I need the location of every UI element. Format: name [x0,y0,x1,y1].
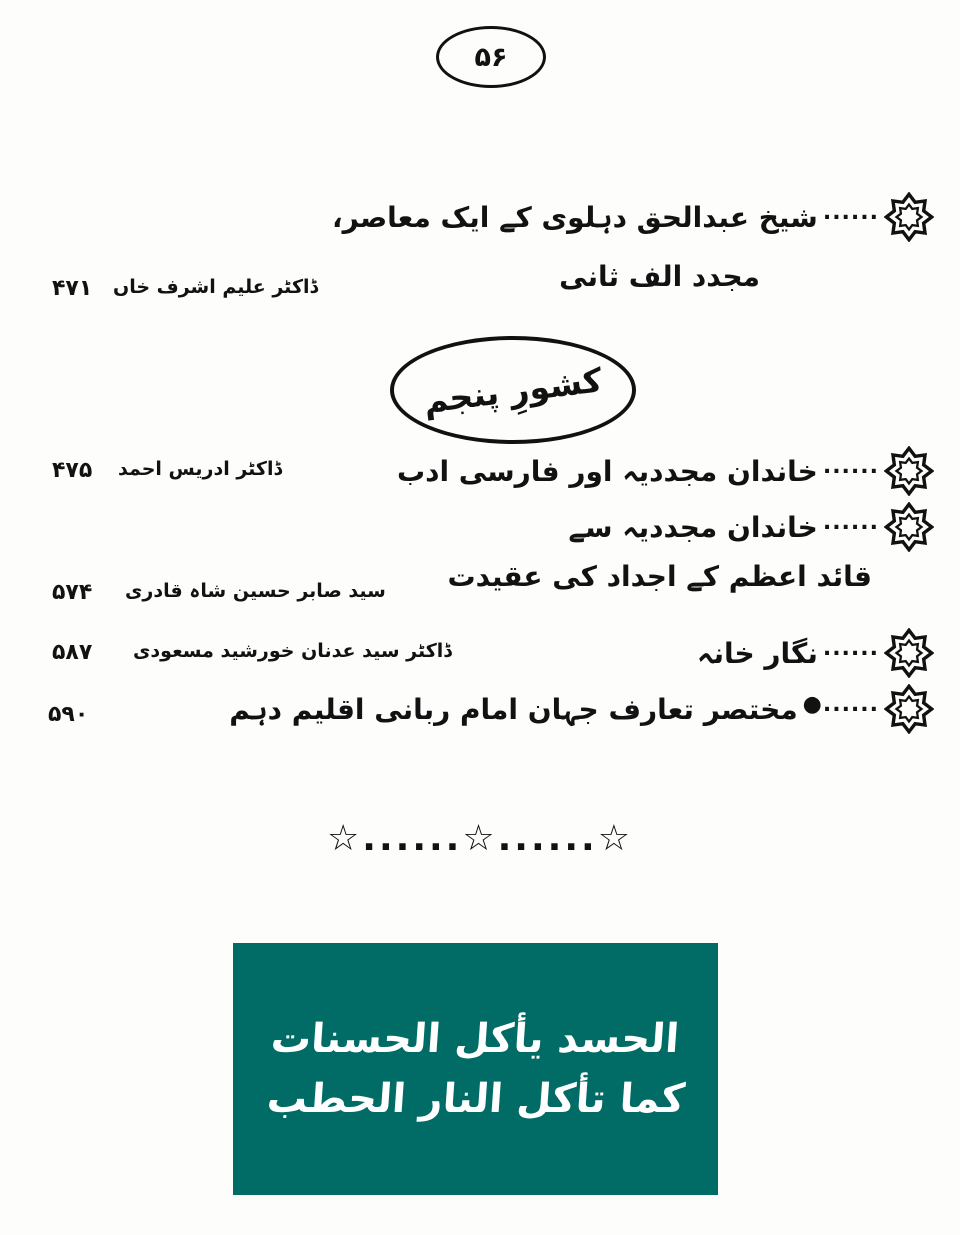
leader-dots: ...... [822,510,879,535]
page-number: ۵۶ [474,41,508,73]
star-separator: ☆......☆......☆ [327,818,633,859]
leader-dots: ...... [822,200,879,225]
calligraphy-panel [233,943,718,1195]
eight-point-star-icon [884,684,934,734]
entry-title: مختصر تعارف جہان امام ربانی اقلیم دہم [229,692,798,726]
calligraphy-line: كما تأكل النار الحطب [264,1076,687,1122]
section-divider-oval [390,336,636,444]
entry-page-number: ۴۷۱ [52,276,93,301]
toc-entry [397,446,934,496]
entry-author: ڈاکٹر ادریس احمد [118,458,282,480]
leader-dots: ...... [822,636,879,661]
section-divider-title: کشورِ پنجم [421,359,605,421]
eight-point-star-icon [884,628,934,678]
entry-title-line2: قائد اعظم کے اجداد کی عقیدت [447,560,872,593]
entry-title: خاندان مجددیہ اور فارسی ادب [396,454,818,488]
toc-entry [569,502,934,552]
entry-title-line2: مجدد الف ثانی [559,260,760,293]
calligraphy-line: الحسد يأكل الحسنات [269,1016,682,1062]
page-number-badge [436,26,546,88]
toc-entry [229,684,934,734]
entry-title: نگار خانہ [697,636,818,670]
eight-point-star-icon [884,192,934,242]
entry-page-number: ۴۷۵ [52,458,93,483]
toc-entry [332,192,934,242]
entry-page-number: ۵۸۷ [52,640,93,665]
entry-page-number: ۵۷۴ [52,580,93,605]
entry-title: خاندان مجددیہ سے [568,510,818,544]
leader-dots: ...... [822,454,879,479]
entry-page-number: ۵۹۰ [48,702,89,727]
entry-author: سید صابر حسین شاہ قادری [125,580,386,602]
eight-point-star-icon [884,502,934,552]
entry-title: شیخ عبدالحق دہلوی کے ایک معاصر، [332,200,818,234]
entry-author: ڈاکٹر سید عدنان خورشید مسعودی [133,640,452,662]
eight-point-star-icon [884,446,934,496]
toc-entry [697,628,934,678]
leader-dots: ......● [802,692,879,717]
entry-author: ڈاکٹر علیم اشرف خاں [113,276,318,298]
